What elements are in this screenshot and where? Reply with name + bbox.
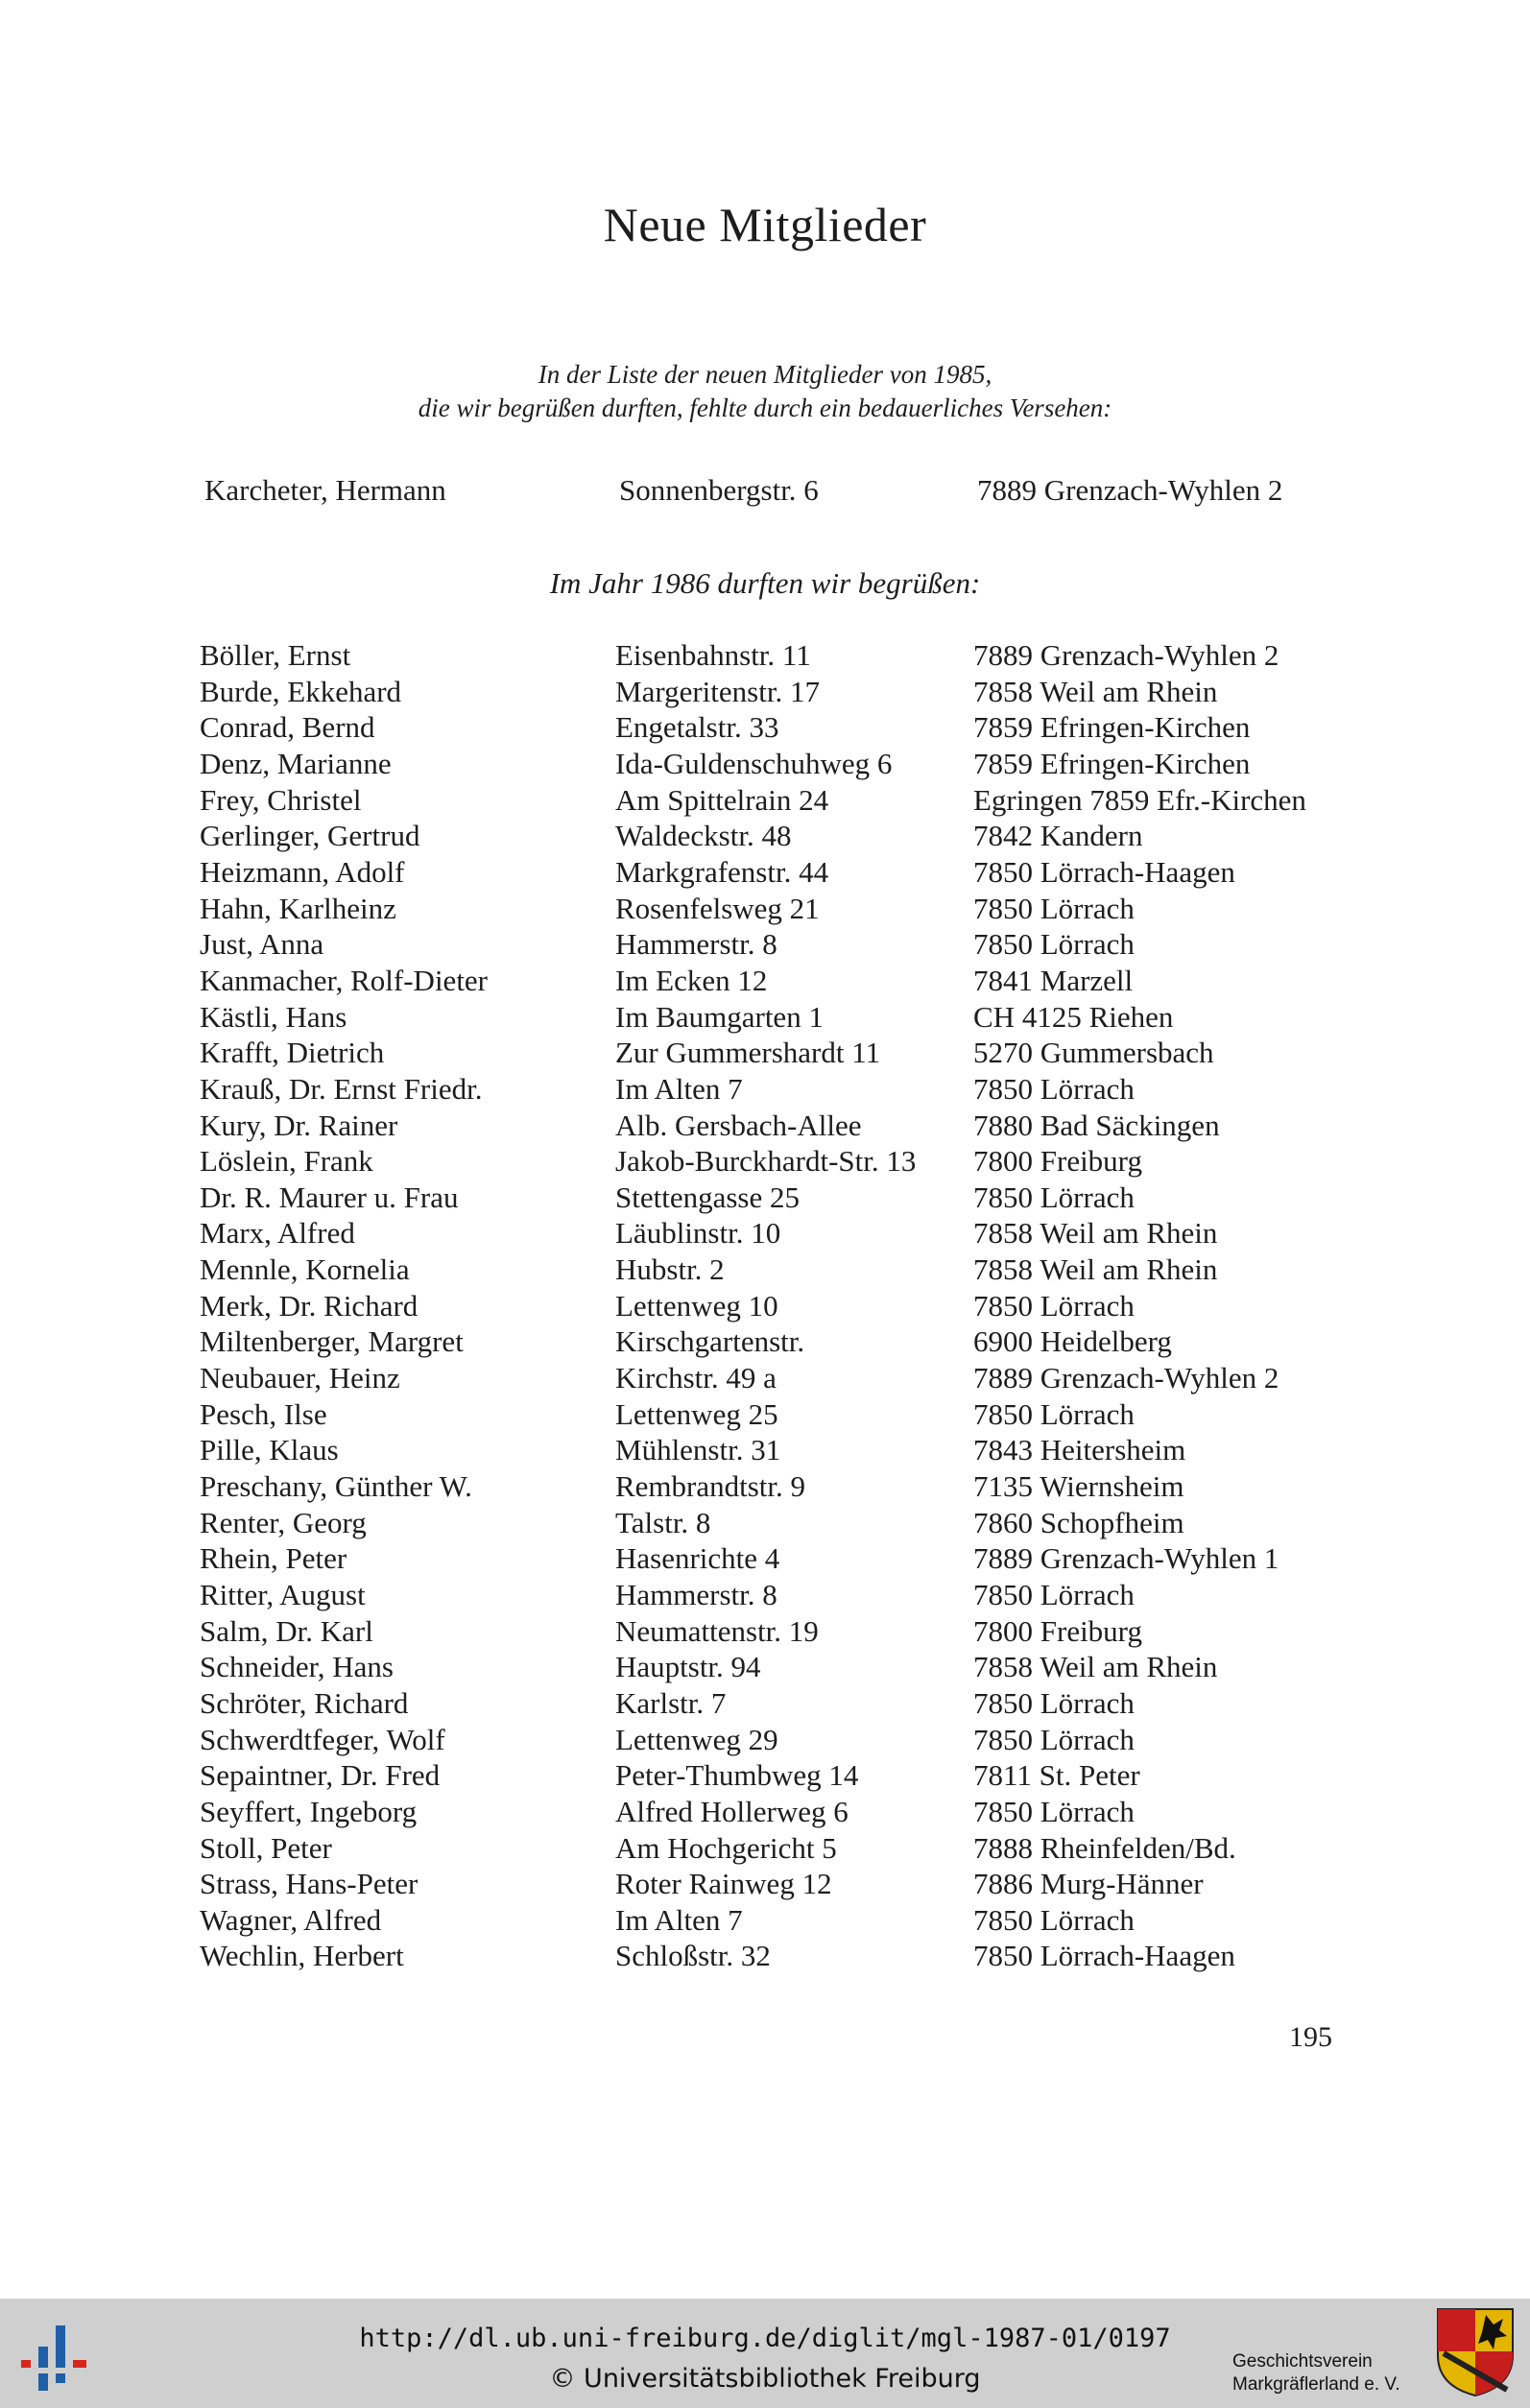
member-name: Hahn, Karlheinz — [200, 891, 396, 925]
member-street: Alfred Hollerweg 6 — [615, 1794, 849, 1828]
member-street: Mühlenstr. 31 — [615, 1433, 781, 1467]
member-row — [0, 1000, 1530, 1037]
member-street: Hasenrichte 4 — [615, 1541, 780, 1576]
member-street: Im Alten 7 — [615, 1902, 743, 1937]
member-street: Engetalstr. 33 — [615, 710, 779, 745]
member-street: Kirchstr. 49 a — [615, 1361, 777, 1395]
member-street: Talstr. 8 — [615, 1505, 711, 1539]
member-name: Schwerdtfeger, Wolf — [200, 1722, 445, 1756]
member-name: Kury, Dr. Rainer — [200, 1108, 398, 1142]
member-name: Preschany, Günther W. — [200, 1468, 472, 1503]
member-city: 7843 Heitersheim — [973, 1433, 1186, 1467]
member-row — [0, 1506, 1530, 1542]
member-street: Im Baumgarten 1 — [615, 999, 824, 1034]
member-street: Karlstr. 7 — [615, 1685, 727, 1720]
member-city: 7889 Grenzach-Wyhlen 2 — [973, 638, 1279, 672]
member-name: Kanmacher, Rolf-Dieter — [200, 963, 489, 997]
member-street: Am Spittelrain 24 — [615, 782, 829, 817]
member-name: Just, Anna — [200, 927, 324, 962]
member-street: Rembrandtstr. 9 — [615, 1468, 806, 1503]
member-name: Merk, Dr. Richard — [200, 1288, 418, 1323]
member-city: 7841 Marzell — [973, 963, 1134, 997]
member-street: Waldeckstr. 48 — [615, 819, 792, 853]
member-name: Ritter, August — [200, 1577, 366, 1611]
member-street: Lettenweg 10 — [615, 1288, 778, 1323]
member-street: Ida-Guldenschuhweg 6 — [615, 747, 893, 780]
member-row — [0, 1144, 1530, 1180]
member-name: Denz, Marianne — [200, 747, 392, 780]
page-title: Neue Mitglieder — [603, 198, 927, 251]
member-city: 7850 Lörrach — [973, 891, 1135, 925]
member-city: 7850 Lörrach — [973, 927, 1135, 962]
member-name: Sepaintner, Dr. Fred — [200, 1758, 441, 1793]
member-row — [0, 638, 1530, 675]
member-city: 7850 Lörrach-Haagen — [973, 854, 1235, 889]
intro-line-1: In der Liste der neuen Mitglieder von 1985, — [538, 360, 992, 389]
member-street: Sonnenbergstr. 6 — [619, 473, 819, 507]
member-street: Hubstr. 2 — [615, 1252, 725, 1286]
member-street: Läublinstr. 10 — [615, 1216, 781, 1251]
intro-text — [0, 358, 1530, 425]
member-city: CH 4125 Riehen — [973, 999, 1174, 1034]
member-name: Marx, Alfred — [200, 1216, 355, 1251]
member-row — [0, 1036, 1530, 1072]
member-city: 7859 Efringen-Kirchen — [973, 710, 1251, 745]
member-city: 7850 Lörrach — [973, 1794, 1135, 1828]
member-name: Krauß, Dr. Ernst Friedr. — [200, 1071, 483, 1106]
member-name: Miltenberger, Margret — [200, 1324, 464, 1359]
member-street: Im Ecken 12 — [615, 963, 768, 997]
member-street: Im Alten 7 — [615, 1071, 743, 1106]
member-city: 7859 Efringen-Kirchen — [973, 747, 1251, 780]
member-name: Karcheter, Hermann — [204, 473, 446, 507]
member-street: Markgrafenstr. 44 — [615, 854, 829, 889]
member-row — [0, 1867, 1530, 1903]
intro-line-2: die wir begrüßen durften, fehlte durch ein bedauerliches Versehen: — [418, 393, 1112, 422]
member-row — [0, 747, 1530, 783]
member-row — [0, 1723, 1530, 1759]
page-number: 195 — [1289, 2021, 1332, 2053]
member-street: Zur Gummershardt 11 — [615, 1036, 881, 1070]
member-city: 7888 Rheinfelden/Bd. — [973, 1830, 1236, 1865]
member-street: Am Hochgericht 5 — [615, 1830, 837, 1865]
member-name: Pesch, Ilse — [200, 1396, 327, 1431]
member-city: 7858 Weil am Rhein — [973, 1216, 1218, 1251]
member-row — [0, 1361, 1530, 1397]
member-city: 7850 Lörrach — [973, 1180, 1135, 1214]
member-row — [0, 964, 1530, 1000]
member-street: Schloßstr. 32 — [615, 1939, 771, 1973]
member-city: 7858 Weil am Rhein — [973, 674, 1218, 708]
member-city: 7850 Lörrach — [973, 1722, 1135, 1756]
member-name: Wechlin, Herbert — [200, 1939, 404, 1973]
member-street: Hauptstr. 94 — [615, 1650, 761, 1684]
member-city: 7880 Bad Säckingen — [973, 1108, 1220, 1142]
member-name: Seyffert, Ingeborg — [200, 1794, 418, 1828]
member-name: Renter, Georg — [200, 1505, 367, 1539]
member-city: 7889 Grenzach-Wyhlen 2 — [973, 1361, 1279, 1395]
member-city: 7850 Lörrach — [973, 1288, 1135, 1323]
member-street: Peter-Thumbweg 14 — [615, 1758, 859, 1793]
member-name: Kästli, Hans — [200, 999, 347, 1034]
member-name: Conrad, Bernd — [200, 710, 375, 745]
member-row — [0, 1578, 1530, 1614]
member-street: Lettenweg 29 — [615, 1722, 778, 1756]
member-city: 7850 Lörrach-Haagen — [973, 1939, 1235, 1973]
member-row — [0, 1903, 1530, 1940]
footer-bar — [0, 2299, 1530, 2408]
member-row — [0, 1324, 1530, 1361]
member-street: Alb. Gersbach-Allee — [615, 1108, 862, 1142]
member-street: Rosenfelsweg 21 — [615, 891, 820, 925]
member-city: 7800 Freiburg — [973, 1613, 1142, 1648]
member-row — [0, 1072, 1530, 1109]
member-name: Dr. R. Maurer u. Frau — [200, 1180, 459, 1214]
member-city: 7842 Kandern — [973, 819, 1143, 853]
member-city: 7858 Weil am Rhein — [973, 1650, 1218, 1684]
member-city: 7889 Grenzach-Wyhlen 2 — [977, 473, 1283, 507]
member-row — [0, 783, 1530, 820]
member-name: Krafft, Dietrich — [200, 1036, 385, 1070]
member-city: 7850 Lörrach — [973, 1396, 1135, 1431]
member-name: Wagner, Alfred — [200, 1902, 382, 1937]
member-name: Mennle, Kornelia — [200, 1252, 410, 1286]
member-row — [0, 1289, 1530, 1325]
member-name: Strass, Hans-Peter — [200, 1867, 418, 1901]
member-street: Kirschgartenstr. — [615, 1324, 805, 1359]
member-row — [0, 1216, 1530, 1252]
member-street: Hammerstr. 8 — [615, 927, 777, 962]
member-row — [0, 1614, 1530, 1651]
member-row — [0, 1469, 1530, 1506]
member-city: 7860 Schopfheim — [973, 1505, 1184, 1539]
member-city: 7811 St. Peter — [973, 1758, 1140, 1793]
member-street: Stettengasse 25 — [615, 1180, 800, 1214]
member-row — [0, 927, 1530, 964]
member-name: Schröter, Richard — [200, 1685, 409, 1720]
member-row — [0, 819, 1530, 855]
member-street: Roter Rainweg 12 — [615, 1867, 832, 1901]
coat-of-arms-icon — [1434, 2305, 1517, 2397]
member-city: 7850 Lörrach — [973, 1577, 1135, 1611]
member-street: Margeritenstr. 17 — [615, 674, 820, 708]
member-row — [0, 675, 1530, 711]
member-street: Hammerstr. 8 — [615, 1577, 777, 1611]
member-name: Salm, Dr. Karl — [200, 1613, 373, 1648]
member-name: Böller, Ernst — [200, 638, 351, 672]
member-city: 7850 Lörrach — [973, 1071, 1135, 1106]
member-name: Schneider, Hans — [200, 1650, 394, 1684]
member-street: Jakob-Burckhardt-Str. 13 — [615, 1144, 917, 1179]
member-city: 7850 Lörrach — [973, 1902, 1135, 1937]
member-city: Egringen 7859 Efr.-Kirchen — [973, 782, 1306, 817]
member-city: 7135 Wiernsheim — [973, 1468, 1184, 1503]
member-city: 5270 Gummersbach — [973, 1036, 1214, 1070]
member-name: Gerlinger, Gertrud — [200, 819, 420, 853]
member-name: Neubauer, Heinz — [200, 1361, 400, 1395]
member-name: Frey, Christel — [200, 782, 362, 817]
member-name: Burde, Ekkehard — [200, 674, 402, 708]
member-city: 7850 Lörrach — [973, 1685, 1135, 1720]
footer-url[interactable]: http://dl.ub.uni-freiburg.de/diglit/mgl-1987-01/0197 — [359, 2324, 1171, 2353]
member-row — [0, 1541, 1530, 1578]
member-street: Neumattenstr. 19 — [615, 1613, 819, 1648]
member-row — [0, 710, 1530, 747]
member-row — [0, 1795, 1530, 1831]
member-street: Lettenweg 25 — [615, 1396, 778, 1431]
member-city: 7889 Grenzach-Wyhlen 1 — [973, 1541, 1279, 1576]
member-row — [0, 1433, 1530, 1469]
footer-org-line-2: Markgräflerland e. V. — [1232, 2374, 1400, 2395]
member-row — [0, 1939, 1530, 1975]
member-name: Stoll, Peter — [200, 1830, 332, 1865]
member-row — [0, 1686, 1530, 1723]
member-name: Löslein, Frank — [200, 1144, 373, 1179]
member-row — [0, 1831, 1530, 1868]
member-name: Pille, Klaus — [200, 1433, 339, 1467]
member-row — [0, 855, 1530, 892]
member-name: Heizmann, Adolf — [200, 854, 405, 889]
member-city: 7886 Murg-Hänner — [973, 1867, 1204, 1901]
member-row — [0, 1180, 1530, 1217]
footer-org-line-1: Geschichtsverein — [1232, 2351, 1373, 2372]
correction-row — [0, 473, 1530, 510]
member-row — [0, 1758, 1530, 1795]
footer-copyright: © Universitätsbibliothek Freiburg — [549, 2364, 981, 2394]
section-subheading: Im Jahr 1986 durften wir begrüßen: — [549, 566, 981, 600]
member-row — [0, 1109, 1530, 1145]
member-row — [0, 892, 1530, 928]
member-row — [0, 1650, 1530, 1686]
member-city: 7858 Weil am Rhein — [973, 1252, 1218, 1286]
member-street: Eisenbahnstr. 11 — [615, 638, 811, 672]
member-row — [0, 1397, 1530, 1434]
member-row — [0, 1252, 1530, 1289]
footer-organization — [1232, 2350, 1400, 2396]
member-city: 6900 Heidelberg — [973, 1324, 1172, 1359]
member-name: Rhein, Peter — [200, 1541, 347, 1576]
member-city: 7800 Freiburg — [973, 1144, 1142, 1179]
